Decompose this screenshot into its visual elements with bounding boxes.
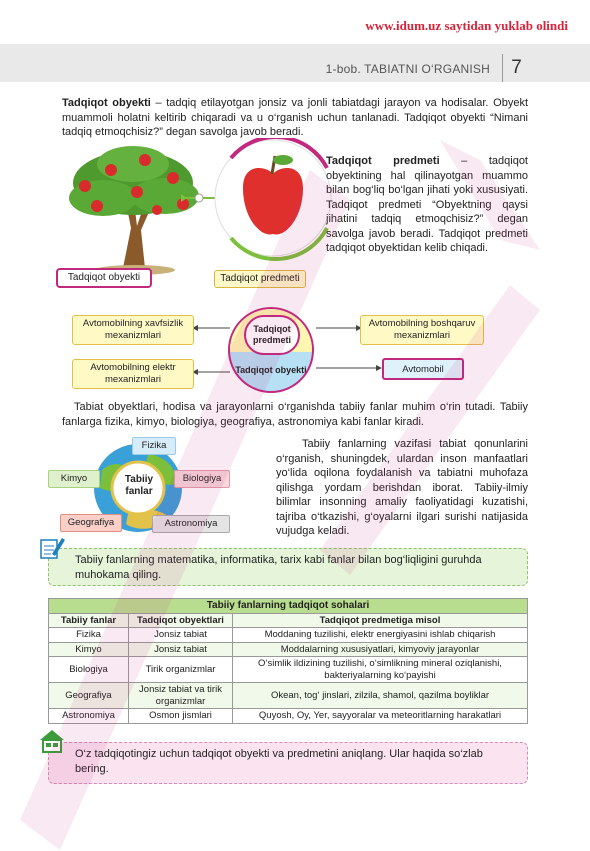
table-header-science: Tabiiy fanlar bbox=[49, 613, 129, 628]
box-safety-mechanisms: Avtomobilning xavfsizlik mexanizmlari bbox=[72, 315, 194, 345]
source-watermark bbox=[365, 18, 568, 34]
circle-subject: Tadqiqot predmeti bbox=[244, 315, 300, 355]
table-row: Astronomiya Osmon jismlari Quyosh, Oy, Yer, sayyoralar va meteoritlarning harakatlari bbox=[49, 709, 528, 724]
science-physics: Fizika bbox=[132, 437, 176, 455]
natural-sciences-paragraph: Tabiat obyektlari, hodisa va jarayonlarni o‘rganishda tabiiy fanlar muhim o‘rin tutadi. Tabiiy fanlarga fizika, kimyo, biologiya, geografiya, astronomiya kabi fanlar kiradi. bbox=[62, 401, 528, 428]
box-control-mechanisms: Avtomobilning boshqaruv mexanizmlari bbox=[360, 315, 484, 345]
circle-object: Tadqiqot obyekti bbox=[235, 365, 307, 375]
table-caption: Tabiiy fanlarning tadqiqot sohalari bbox=[49, 599, 528, 614]
sciences-tasks-paragraph: Tabiiy fanlarning vazifasi tabiat qonunlarini o‘rganish, shuningdek, ulardan inson manfaatlari yo‘lida oqilona foydalanish va tabiatni muhofaza qilishga yordam berishdan iborat. Tabiiy-ilmiy bilimlar insonning amaliy faoliyatidagi kuzatishi, tajriba o‘tkazishi, g‘oyalarni ilgari surishi natijasida vujudga keladi. bbox=[276, 438, 528, 537]
subject-text: – tadqiqot obyektining hal qilinayotgan muammo bilan bog‘liq bo‘lgan jihati yoki xususiyati. Tadqiqot predmeti “Obyektning qaysi jihatini tadqiq etmoqchisiz?” degan savolga javob beradi. Tadqiqot predmeti tadqiqot obyektidan kelib chiqadi. bbox=[326, 155, 528, 254]
table-header-object: Tadqiqot obyektlari bbox=[129, 613, 233, 628]
pencil-note-icon bbox=[38, 534, 66, 562]
box-electric-mechanisms: Avtomobilning elektr mexanizmlari bbox=[72, 359, 194, 389]
science-astronomy: Astronomiya bbox=[152, 515, 230, 533]
subject-term: Tadqiqot predmeti bbox=[326, 155, 440, 167]
box-car: Avtomobil bbox=[382, 358, 464, 380]
table-row: Fizika Jonsiz tabiat Moddaning tuzilishi, elektr energiyasini ishlab chiqarish bbox=[49, 628, 528, 643]
home-task-box bbox=[48, 742, 528, 784]
science-geography: Geografiya bbox=[60, 514, 122, 532]
table-row: Biologiya Tirik organizmlar O‘simlik ildizining tuzilishi, o‘simlikning mineral oziqlanishi, bakteriyalarning ko‘payishi bbox=[49, 657, 528, 683]
discussion-task-text: Tabiiy fanlarning matematika, informatika, tarix kabi fanlar bilan bog‘liqligini guruhda muhokama qiling. bbox=[75, 554, 482, 581]
intro-text: – tadqiq etilayotgan jonsiz va jonli tabiatdagi jarayon va hodisalar. Obyekt muammoli holatni keltirib chiqaradi va u o‘rganish uchun tanlanadi. Tadqiqot obyekti “Nimani tadqiq etmoqchisiz?” degan savolga javob beradi. bbox=[62, 97, 528, 138]
subject-paragraph bbox=[326, 154, 528, 256]
source-site: www.idum.uz bbox=[365, 18, 442, 33]
object-subject-circle bbox=[228, 307, 314, 393]
sciences-center-label: Tabiiy fanlar bbox=[124, 474, 154, 497]
home-task-text: O‘z tadqiqotingiz uchun tadqiqot obyekti va predmetini aniqlang. Ular haqida so‘zlab bering. bbox=[75, 748, 483, 775]
science-biology: Biologiya bbox=[174, 470, 230, 488]
intro-term: Tadqiqot obyekti bbox=[62, 97, 151, 109]
table-header-subject-example: Tadqiqot predmetiga misol bbox=[233, 613, 528, 628]
intro-paragraph bbox=[62, 96, 528, 140]
research-areas-table bbox=[48, 598, 528, 724]
table-row: Kimyo Jonsiz tabiat Moddalarning xususiyatlari, kimyoviy jarayonlar bbox=[49, 642, 528, 657]
science-chemistry: Kimyo bbox=[48, 470, 100, 488]
label-research-subject: Tadqiqot predmeti bbox=[214, 270, 306, 288]
table-row: Geografiya Jonsiz tabiat va tirik organizmlar Okean, tog‘ jinslari, zilzila, shamol, qazilma boyliklar bbox=[49, 683, 528, 709]
house-icon bbox=[38, 728, 66, 754]
label-research-object: Tadqiqot obyekti bbox=[56, 268, 152, 288]
page-number: 7 bbox=[502, 54, 530, 82]
tree-trunk bbox=[123, 208, 149, 268]
source-suffix: saytidan yuklab olindi bbox=[444, 18, 568, 33]
discussion-task-box bbox=[48, 548, 528, 586]
chapter-title: 1-bob. TABIATNI O‘RGANISH bbox=[325, 62, 490, 76]
